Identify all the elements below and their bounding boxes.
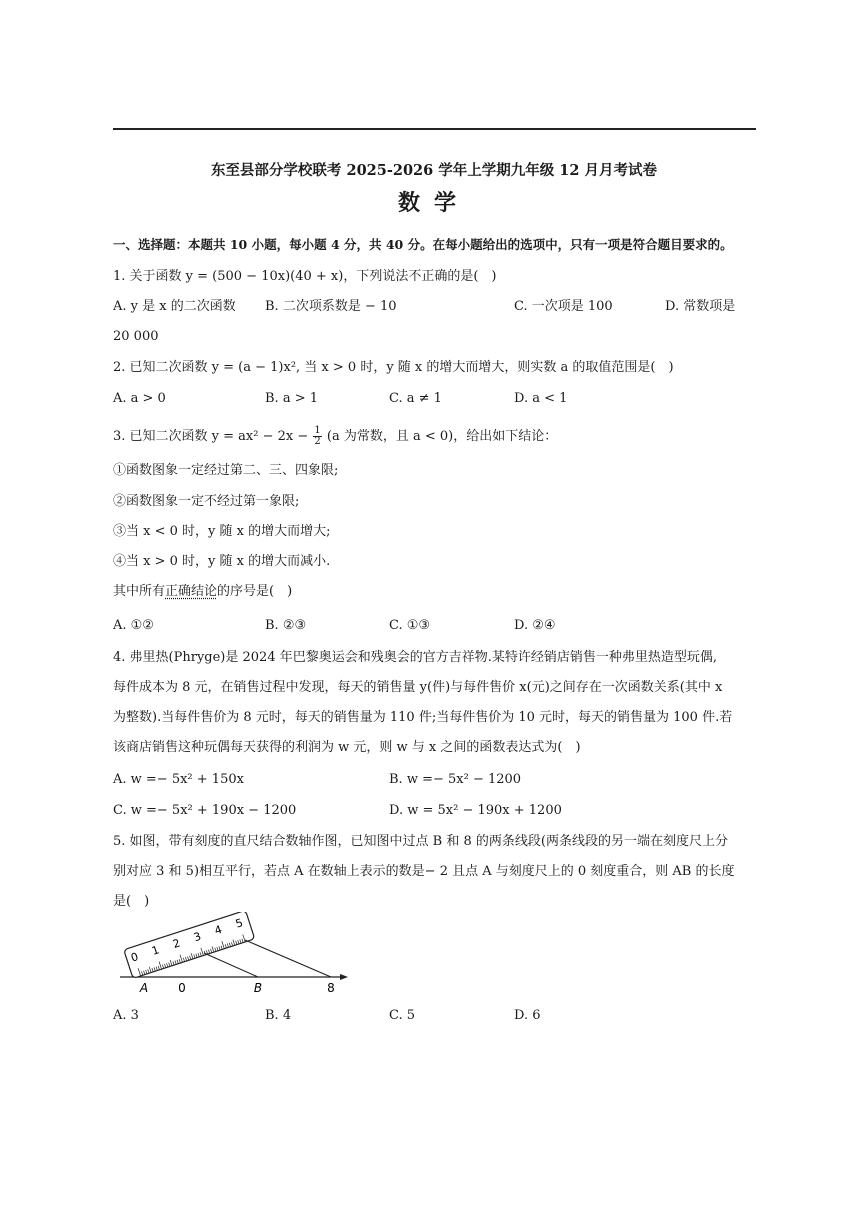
q3-question	[113, 583, 292, 601]
q2-option-d: D. a < 1	[514, 391, 568, 406]
q3-stem-pre: 3. 已知二次函数 y = ax² − 2x −	[113, 429, 309, 444]
q3-statement-3: ③当 x < 0 时，y 随 x 的增大而增大;	[113, 524, 331, 539]
ruler	[124, 912, 255, 978]
ruler-label-1: 1	[150, 943, 161, 958]
q5-option-a: A. 3	[113, 1008, 139, 1023]
q3-question-pre: 其中所有	[113, 584, 166, 599]
q1-option-a: A. y 是 x 的二次函数	[113, 299, 236, 314]
q3-statement-1: ①函数图象一定经过第二、三、四象限;	[113, 463, 339, 478]
q1-option-d: D. 常数项是	[665, 299, 736, 314]
ruler-number-line-figure	[112, 912, 362, 996]
q4-option-a: A. w =− 5x² + 150x	[113, 772, 244, 787]
q4-option-d: D. w = 5x² − 190x + 1200	[389, 803, 562, 818]
segment-to-8	[245, 940, 331, 977]
q4-line-2: 每件成本为 8 元，在销售过程中发现，每天的销售量 y(件)与每件售价 x(元)之间存在一次函数关系(其中 x	[113, 680, 723, 695]
q3-option-c: C. ①③	[389, 618, 431, 633]
header-rule	[113, 128, 756, 130]
q5-option-b: B. 4	[265, 1008, 292, 1023]
q4-option-b: B. w =− 5x² − 1200	[389, 772, 522, 787]
q1-option-d-continued: 20 000	[113, 329, 159, 344]
q5-line-2: 别对应 3 和 5)相互平行，若点 A 在数轴上表示的数是− 2 且点 A 与刻度尺上的 0 刻度重合，则 AB 的长度	[113, 864, 735, 879]
q2-option-a: A. a > 0	[113, 391, 166, 406]
axis-label-b: B	[253, 981, 263, 995]
q2-stem: 2. 已知二次函数 y = (a − 1)x², 当 x > 0 时，y 随 x 的增大而增大，则实数 a 的取值范围是( )	[113, 360, 674, 375]
ruler-label-5: 5	[233, 916, 245, 931]
q2-option-c: C. a ≠ 1	[389, 391, 442, 406]
q4-line-3: 为整数).当每件售价为 8 元时，每天的销售量为 110 件;当每件售价为 10 元时，每天的销售量为 100 件.若	[113, 710, 733, 725]
q5-option-d: D. 6	[514, 1008, 541, 1023]
q2-option-b: B. a > 1	[265, 391, 318, 406]
q3-statement-4: ④当 x > 0 时，y 随 x 的增大而减小.	[113, 554, 331, 569]
q3-fraction-numerator: 1	[314, 425, 321, 436]
section-heading: 一、选择题：本题共 10 小题，每小题 4 分，共 40 分。在每小题给出的选项中，只有一项是符合题目要求的。	[113, 237, 733, 252]
q3-question-emphasis: 正确结论	[165, 584, 218, 599]
q3-stem	[113, 426, 557, 447]
q3-option-d: D. ②④	[514, 618, 556, 633]
q3-fraction	[313, 426, 321, 447]
q4-line-1: 4. 弗里热(Phryge)是 2024 年巴黎奥运会和残奥会的官方吉祥物.某特许经销店销售一种弗里热造型玩偶,	[113, 650, 717, 665]
segment-to-b	[204, 953, 258, 977]
q4-line-4: 该商店销售这种玩偶每天获得的利润为 w 元，则 w 与 x 之间的函数表达式为( )	[113, 740, 581, 755]
ruler-label-4: 4	[212, 922, 224, 938]
q1-option-b: B. 二次项系数是 − 10	[265, 299, 397, 314]
q3-fraction-denominator: 2	[314, 436, 321, 447]
ruler-label-2: 2	[171, 936, 182, 952]
q3-stem-post: (a 为常数，且 a < 0)，给出如下结论：	[326, 429, 558, 444]
number-line-arrow	[340, 974, 348, 980]
axis-label-zero: 0	[178, 981, 186, 995]
q1-option-c: C. 一次项是 100	[514, 299, 613, 314]
q5-line-1: 5. 如图，带有刻度的直尺结合数轴作图，已知图中过点 B 和 8 的两条线段(两条线段的另一端在刻度尺上分	[113, 834, 728, 849]
q5-line-3: 是( )	[113, 894, 150, 909]
q3-option-b: B. ②③	[265, 618, 307, 633]
q3-statement-2: ②函数图象一定不经过第一象限;	[113, 494, 300, 509]
subject-title: 数学	[397, 190, 470, 216]
q4-option-c: C. w =− 5x² + 190x − 1200	[113, 803, 297, 818]
ruler-label-0: 0	[129, 950, 140, 965]
exam-title: 东至县部分学校联考 2025-2026 学年上学期九年级 12 月月考试卷	[210, 162, 658, 179]
axis-label-eight: 8	[327, 981, 335, 995]
q3-question-post: 的序号是( )	[217, 584, 293, 599]
q1-stem: 1. 关于函数 y = (500 − 10x)(40 + x)，下列说法不正确的是( )	[113, 269, 497, 284]
ruler-label-3: 3	[192, 929, 203, 945]
axis-label-a: A	[139, 981, 149, 995]
q3-option-a: A. ①②	[113, 618, 154, 633]
q5-option-c: C. 5	[389, 1008, 416, 1023]
